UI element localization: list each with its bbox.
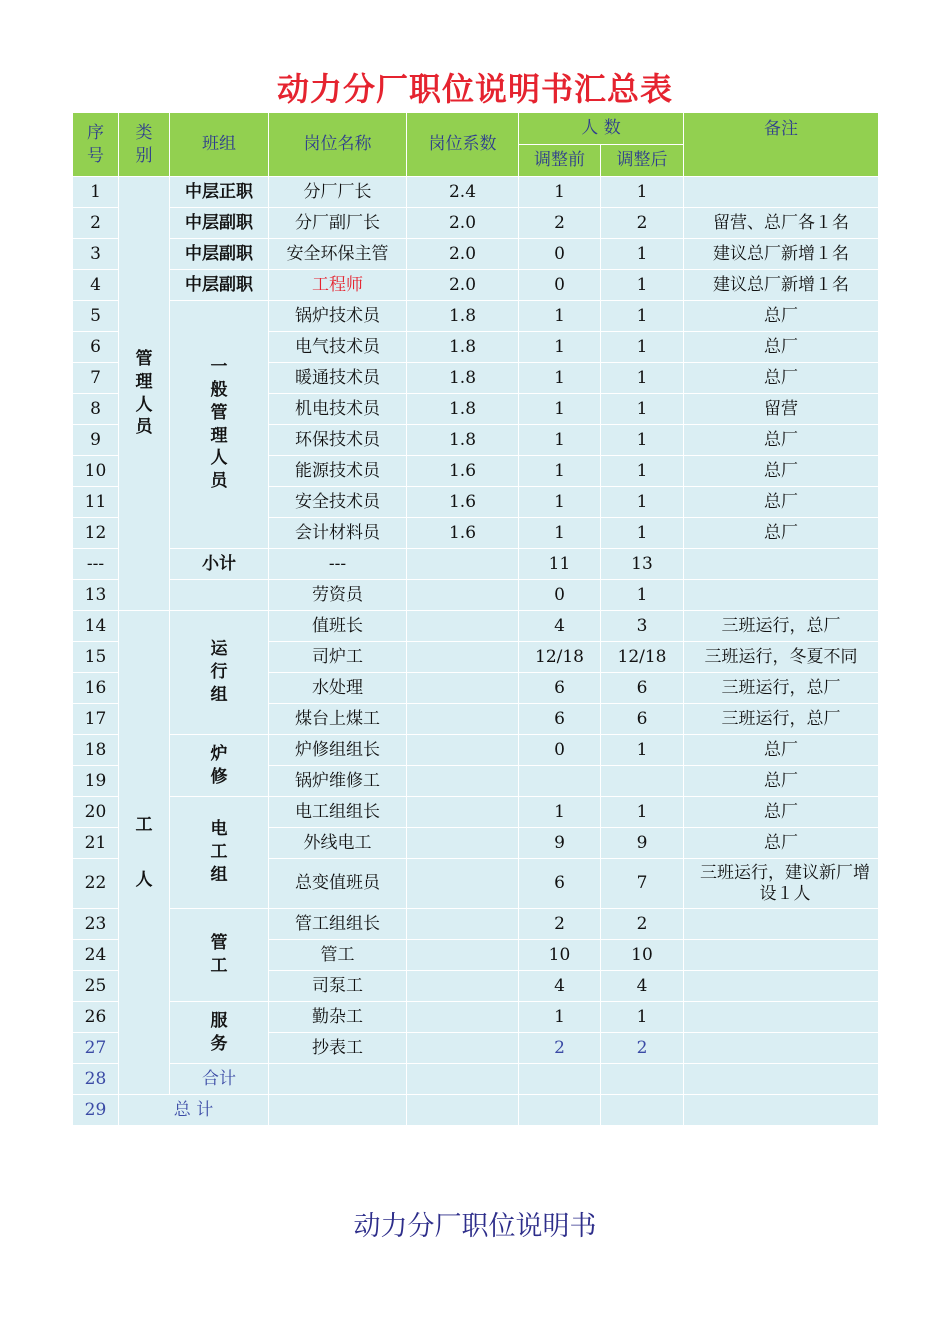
cell-before: 12/18: [519, 642, 601, 673]
cell-position: 分厂厂长: [269, 177, 407, 208]
cell-after: 10: [601, 940, 684, 971]
cell-before: 0: [519, 239, 601, 270]
cell-position: 能源技术员: [269, 456, 407, 487]
cell-seq: 4: [73, 270, 119, 301]
cell-before: 2: [519, 909, 601, 940]
cell-remark: 建议总厂新增１名: [684, 270, 879, 301]
category-worker-a: 工: [135, 815, 153, 836]
cell-before: 1: [519, 394, 601, 425]
cell-position: 管工组组长: [269, 909, 407, 940]
cell-seq: 13: [73, 580, 119, 611]
cell-remark: 三班运行，总厂: [684, 611, 879, 642]
cell-after: 3: [601, 611, 684, 642]
cell-seq: 20: [73, 797, 119, 828]
cell-position: 水处理: [269, 673, 407, 704]
cell-before: 4: [519, 611, 601, 642]
cell-remark: [684, 1002, 879, 1033]
cell-position: 电气技术员: [269, 332, 407, 363]
cell-remark: [684, 1033, 879, 1064]
cell-coef: 1.8: [407, 301, 519, 332]
cell-group: 合计: [170, 1064, 269, 1095]
cell-seq: 18: [73, 735, 119, 766]
cell-position: 暖通技术员: [269, 363, 407, 394]
cell-remark: 总厂: [684, 487, 879, 518]
cell-remark: [684, 1064, 879, 1095]
cell-before: 1: [519, 332, 601, 363]
cell-remark: [684, 177, 879, 208]
cell-position: 安全技术员: [269, 487, 407, 518]
cell-coef: 1.8: [407, 425, 519, 456]
cell-after: 1: [601, 301, 684, 332]
cell-coef: 2.4: [407, 177, 519, 208]
cell-seq: 22: [73, 859, 119, 909]
group-elec: 电工组: [170, 797, 269, 909]
cell-before: 1: [519, 301, 601, 332]
cell-seq: 12: [73, 518, 119, 549]
cell-remark: 总厂: [684, 425, 879, 456]
cell-seq: 15: [73, 642, 119, 673]
cell-coef: [407, 766, 519, 797]
cell-group: 总 计: [119, 1095, 269, 1126]
header-seq: 序号: [73, 113, 119, 177]
cell-before: 6: [519, 704, 601, 735]
table-row: [73, 177, 879, 208]
cell-position: 电工组组长: [269, 797, 407, 828]
cell-coef: 2.0: [407, 239, 519, 270]
cell-seq: 7: [73, 363, 119, 394]
cell-remark: [684, 1095, 879, 1126]
cell-seq: 6: [73, 332, 119, 363]
cell-remark: [684, 940, 879, 971]
cell-before: 11: [519, 549, 601, 580]
cell-before: 0: [519, 580, 601, 611]
cell-coef: [407, 549, 519, 580]
cell-position: 勤杂工: [269, 1002, 407, 1033]
cell-position: 司炉工: [269, 642, 407, 673]
cell-seq: 3: [73, 239, 119, 270]
total-row: [73, 1064, 879, 1095]
cell-after: [601, 1095, 684, 1126]
cell-after: 1: [601, 270, 684, 301]
cell-coef: [407, 580, 519, 611]
cell-coef: 1.8: [407, 394, 519, 425]
cell-coef: [407, 735, 519, 766]
cell-coef: [407, 1033, 519, 1064]
cell-before: 6: [519, 673, 601, 704]
cell-seq: 23: [73, 909, 119, 940]
cell-group: 小计: [170, 549, 269, 580]
cell-before: 1: [519, 487, 601, 518]
cell-position: ---: [269, 549, 407, 580]
group-service: 服务: [170, 1002, 269, 1064]
cell-remark: [684, 580, 879, 611]
cell-position: 环保技术员: [269, 425, 407, 456]
cell-before: 1: [519, 425, 601, 456]
cell-before: 1: [519, 177, 601, 208]
cell-before: 1: [519, 363, 601, 394]
table-row: [73, 580, 879, 611]
cell-position: 劳资员: [269, 580, 407, 611]
cell-remark: 三班运行，总厂: [684, 673, 879, 704]
cell-seq: 19: [73, 766, 119, 797]
cell-position: 机电技术员: [269, 394, 407, 425]
cell-before: 1: [519, 518, 601, 549]
table-row: [73, 735, 879, 766]
cell-after: 12/18: [601, 642, 684, 673]
cell-after: 9: [601, 828, 684, 859]
cell-position: 安全环保主管: [269, 239, 407, 270]
cell-remark: 三班运行，冬夏不同: [684, 642, 879, 673]
cell-remark: 建议总厂新增１名: [684, 239, 879, 270]
cell-seq: 8: [73, 394, 119, 425]
cell-group: 中层副职: [170, 239, 269, 270]
cell-after: 1: [601, 239, 684, 270]
cell-after: 2: [601, 208, 684, 239]
table-row: [73, 909, 879, 940]
cell-before: 6: [519, 859, 601, 909]
cell-seq: 11: [73, 487, 119, 518]
cell-position: [269, 1095, 407, 1126]
cell-before: [519, 1064, 601, 1095]
cell-remark: 总厂: [684, 766, 879, 797]
cell-position: 锅炉技术员: [269, 301, 407, 332]
cell-before: 4: [519, 971, 601, 1002]
cell-seq: 27: [73, 1033, 119, 1064]
cell-position: 司泵工: [269, 971, 407, 1002]
cell-position: 会计材料员: [269, 518, 407, 549]
cell-coef: [407, 797, 519, 828]
cell-seq: 10: [73, 456, 119, 487]
cell-coef: [407, 1064, 519, 1095]
cell-after: 1: [601, 177, 684, 208]
header-category: 类别: [119, 113, 170, 177]
cell-after: [601, 1064, 684, 1095]
table-row: [73, 270, 879, 301]
cell-remark: 三班运行，建议新厂增设１人: [684, 859, 879, 909]
table-row: [73, 301, 879, 332]
cell-coef: [407, 940, 519, 971]
grand-total-row: [73, 1095, 879, 1126]
header-coef: 岗位系数: [407, 113, 519, 177]
cell-remark: 总厂: [684, 797, 879, 828]
cell-seq: 5: [73, 301, 119, 332]
cell-after: 1: [601, 363, 684, 394]
cell-coef: 1.6: [407, 518, 519, 549]
cell-after: 6: [601, 704, 684, 735]
cell-coef: [407, 909, 519, 940]
cell-coef: 1.8: [407, 332, 519, 363]
cell-seq: 28: [73, 1064, 119, 1095]
category-management: 管理人员: [119, 177, 170, 611]
cell-seq: 26: [73, 1002, 119, 1033]
cell-position: 分厂副厂长: [269, 208, 407, 239]
group-general: 一般管理人员: [170, 301, 269, 549]
cell-after: 2: [601, 1033, 684, 1064]
cell-after: 1: [601, 580, 684, 611]
header-group: 班组: [170, 113, 269, 177]
group-run: 运行组: [170, 611, 269, 735]
cell-seq: 2: [73, 208, 119, 239]
cell-after: 7: [601, 859, 684, 909]
cell-after: 1: [601, 394, 684, 425]
cell-seq: 24: [73, 940, 119, 971]
cell-before: 0: [519, 270, 601, 301]
cell-group: 中层副职: [170, 208, 269, 239]
header-headcount: 人 数: [519, 113, 684, 145]
cell-coef: 1.8: [407, 363, 519, 394]
cell-position: 管工: [269, 940, 407, 971]
cell-coef: [407, 642, 519, 673]
cell-position: 抄表工: [269, 1033, 407, 1064]
header-after: 调整后: [601, 145, 684, 177]
cell-seq: 1: [73, 177, 119, 208]
cell-remark: 总厂: [684, 301, 879, 332]
cell-coef: [407, 704, 519, 735]
cell-coef: 2.0: [407, 270, 519, 301]
cell-seq: 17: [73, 704, 119, 735]
cell-after: 1: [601, 487, 684, 518]
cell-after: 1: [601, 518, 684, 549]
cell-remark: 留营、总厂各１名: [684, 208, 879, 239]
cell-remark: 总厂: [684, 332, 879, 363]
summary-table: [72, 112, 879, 1126]
cell-before: 2: [519, 208, 601, 239]
group-pipe: 管工: [170, 909, 269, 1002]
cell-before: 1: [519, 1002, 601, 1033]
cell-position: 煤台上煤工: [269, 704, 407, 735]
cell-coef: [407, 828, 519, 859]
cell-after: 1: [601, 425, 684, 456]
cell-after: 1: [601, 1002, 684, 1033]
cell-after: 1: [601, 332, 684, 363]
cell-seq: 16: [73, 673, 119, 704]
cell-remark: 总厂: [684, 363, 879, 394]
cell-remark: 总厂: [684, 518, 879, 549]
table-row: [73, 797, 879, 828]
cell-coef: [407, 1095, 519, 1126]
cell-seq: 9: [73, 425, 119, 456]
cell-group: 中层副职: [170, 270, 269, 301]
cell-position: 炉修组组长: [269, 735, 407, 766]
cell-before: 1: [519, 456, 601, 487]
cell-remark: 总厂: [684, 456, 879, 487]
page-title: 动力分厂职位说明书汇总表: [276, 70, 673, 108]
cell-after: 1: [601, 797, 684, 828]
cell-remark: [684, 909, 879, 940]
cell-after: 1: [601, 456, 684, 487]
cell-before: 10: [519, 940, 601, 971]
cell-before: 9: [519, 828, 601, 859]
cell-remark: 总厂: [684, 735, 879, 766]
cell-after: 2: [601, 909, 684, 940]
cell-before: 0: [519, 735, 601, 766]
cell-coef: 1.6: [407, 487, 519, 518]
cell-position: [269, 1064, 407, 1095]
cell-after: 4: [601, 971, 684, 1002]
cell-remark: 总厂: [684, 828, 879, 859]
cell-remark: [684, 549, 879, 580]
cell-group: [170, 580, 269, 611]
cell-after: 6: [601, 673, 684, 704]
cell-seq: ---: [73, 549, 119, 580]
table-row: [73, 208, 879, 239]
cell-coef: [407, 673, 519, 704]
cell-position: 值班长: [269, 611, 407, 642]
cell-remark: 留营: [684, 394, 879, 425]
cell-coef: [407, 859, 519, 909]
table-row: [73, 1002, 879, 1033]
cell-position: 总变值班员: [269, 859, 407, 909]
header-position: 岗位名称: [269, 113, 407, 177]
cell-after: 13: [601, 549, 684, 580]
cell-seq: 21: [73, 828, 119, 859]
cell-seq: 25: [73, 971, 119, 1002]
cell-before: [519, 1095, 601, 1126]
cell-position: 锅炉维修工: [269, 766, 407, 797]
cell-coef: [407, 611, 519, 642]
cell-group: 中层正职: [170, 177, 269, 208]
footer-title: 动力分厂职位说明书: [353, 1211, 597, 1242]
cell-seq: 29: [73, 1095, 119, 1126]
cell-coef: 2.0: [407, 208, 519, 239]
cell-after: [601, 766, 684, 797]
cell-position: 外线电工: [269, 828, 407, 859]
cell-position: 工程师: [269, 270, 407, 301]
cell-coef: [407, 971, 519, 1002]
subtotal-row: [73, 549, 879, 580]
cell-remark: 三班运行，总厂: [684, 704, 879, 735]
table-row: [73, 239, 879, 270]
header-before: 调整前: [519, 145, 601, 177]
category-worker-b: 人: [135, 869, 153, 890]
category-worker: [119, 611, 170, 1095]
cell-remark: [684, 971, 879, 1002]
header-remark: 备注: [684, 113, 879, 177]
group-boiler: 炉修: [170, 735, 269, 797]
cell-coef: [407, 1002, 519, 1033]
cell-before: 2: [519, 1033, 601, 1064]
cell-seq: 14: [73, 611, 119, 642]
cell-coef: 1.6: [407, 456, 519, 487]
cell-after: 1: [601, 735, 684, 766]
cell-before: [519, 766, 601, 797]
cell-before: 1: [519, 797, 601, 828]
table-row: [73, 611, 879, 642]
